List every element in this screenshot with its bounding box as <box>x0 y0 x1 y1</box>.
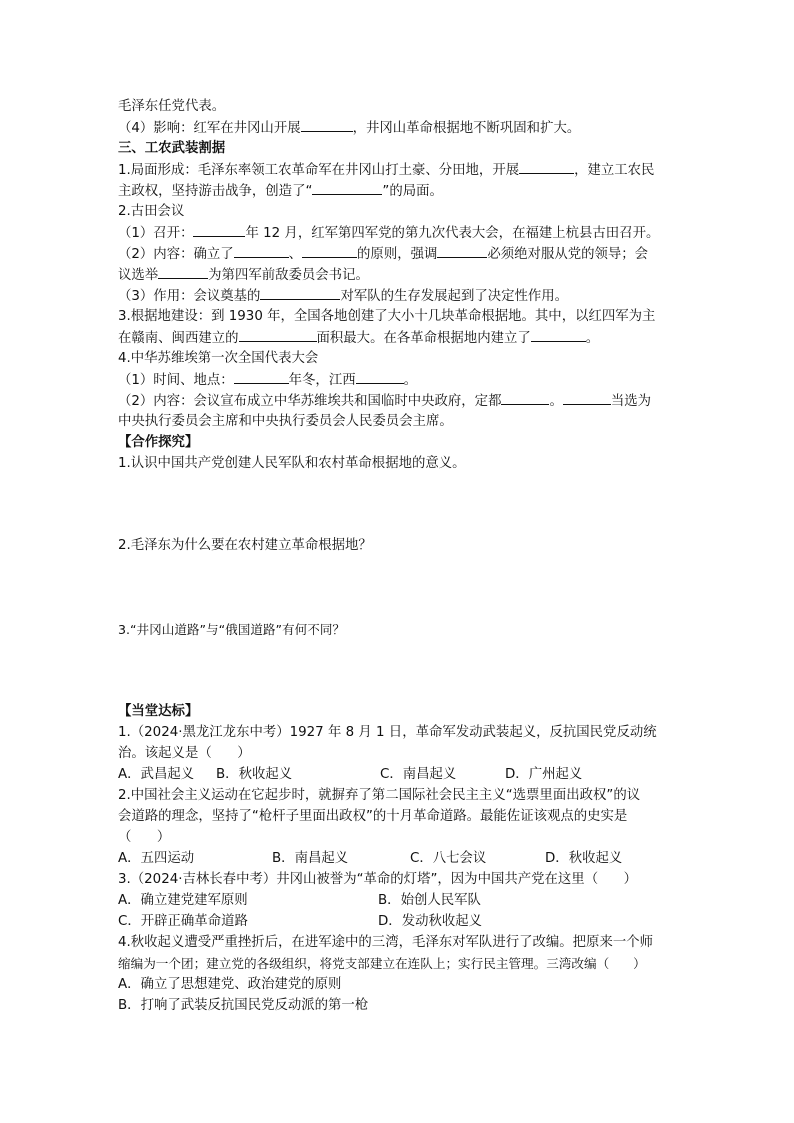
text: 。 <box>549 394 563 409</box>
answer-blank[interactable] <box>193 223 245 237</box>
explore-question-1: 1.认识中国共产党创建人民军队和农村革命根据地的意义。 <box>118 456 466 471</box>
q2-option-a[interactable]: A．五四运动 <box>118 851 195 866</box>
para-1-line-1 <box>118 160 654 181</box>
q2-option-d[interactable]: D．秋收起义 <box>545 851 623 866</box>
text: 在赣南、闽西建立的 <box>118 331 239 346</box>
test-q4-line-2: 缩编为一个团；建立党的各级组织，将党支部建立在连队上；实行民主管理。三湾改编（ ） <box>118 956 646 971</box>
answer-blank[interactable] <box>234 244 289 258</box>
text: 主政权，坚持游击战争，创造了“ <box>118 184 313 199</box>
text: 对军队的生存发展起到了决定性作用。 <box>340 289 569 304</box>
text: （4）影响：红军在井冈山开展 <box>118 121 301 136</box>
answer-blank[interactable] <box>302 244 357 258</box>
test-q2-line-2: 会道路的理念，坚持了“枪杆子里面出政权”的十月革命道路。最能佐证该观点的史实是 <box>118 809 628 824</box>
test-q3-line-1: 3.（2024·吉林长春中考）井冈山被誉为“革命的灯塔”，因为中国共产党在这里（ ） <box>118 872 638 887</box>
para-2-line-1 <box>118 223 659 244</box>
text: 毛泽东任党代表。 <box>118 99 226 114</box>
q1-option-c[interactable]: C．南昌起义 <box>380 767 457 782</box>
para-4-line-1 <box>118 370 417 391</box>
test-q2-line-1: 2.中国社会主义运动在它起步时，就摒弃了第二国际社会民主主义“选票里面出政权”的议 <box>118 788 641 803</box>
text: 面积最大。在各革命根据地内建立了 <box>316 331 531 346</box>
text: 的原则，强调 <box>357 247 438 262</box>
q3-option-a[interactable]: A．确立建党建军原则 <box>118 893 248 908</box>
intro-line-2 <box>118 118 580 139</box>
text: （1）召开： <box>118 226 194 241</box>
explore-question-2: 2.毛泽东为什么要在农村建立革命根据地？ <box>118 538 372 553</box>
section-title: 三、工农武装割据 <box>118 141 226 156</box>
text: 年 12 月，红军第四军党的第九次代表大会，在福建上杭县古田召开。 <box>245 226 660 241</box>
answer-blank[interactable] <box>158 265 208 279</box>
q1-option-b[interactable]: B．秋收起义 <box>216 767 293 782</box>
answer-blank[interactable] <box>531 328 586 342</box>
q4-option-a[interactable]: A．确立了思想建党、政治建党的原则 <box>118 977 342 992</box>
text: （1）时间、地点： <box>118 373 234 388</box>
intro-line-1 <box>118 97 225 117</box>
text: 必须绝对服从党的领导；会 <box>487 247 649 262</box>
answer-blank[interactable] <box>312 181 382 195</box>
answer-blank[interactable] <box>356 370 404 384</box>
test-q4-line-1: 4.秋收起义遭受严重挫折后，在进军途中的三湾，毛泽东对军队进行了改编。把原来一个师 <box>118 935 654 950</box>
q2-option-b[interactable]: B．南昌起义 <box>272 851 349 866</box>
test-q1-line-1: 1.（2024·黑龙江龙东中考）1927 年 8 月 1 日，革命军发动武装起义，反抗国民党反动统 <box>118 725 657 740</box>
q1-option-a[interactable]: A．武昌起义 <box>118 767 195 782</box>
text: ，建立工农民 <box>574 163 655 178</box>
answer-blank[interactable] <box>239 328 317 342</box>
answer-blank[interactable] <box>301 118 353 132</box>
text: 。 <box>585 331 600 346</box>
text: 1.局面形成：毛泽东率领工农革命军在井冈山打土豪、分田地，开展 <box>118 163 520 178</box>
para-4-heading: 4.中华苏维埃第一次全国代表大会 <box>118 351 319 366</box>
answer-blank[interactable] <box>563 391 611 405</box>
text: ”的局面。 <box>382 184 443 199</box>
para-4-line-3: 中央执行委员会主席和中央执行委员会人民委员会主席。 <box>118 414 453 429</box>
text: 为第四军前敌委员会书记。 <box>208 268 369 283</box>
para-2-line-3 <box>118 265 369 286</box>
q4-option-b[interactable]: B．打响了武装反抗国民党反动派的第一枪 <box>118 998 369 1013</box>
test-q2-line-3: （ ） <box>118 830 171 845</box>
test-q1-line-2: 治。该起义是（ ） <box>118 746 251 761</box>
explore-question-3: 3.“井冈山道路”与“俄国道路”有何不同？ <box>118 622 346 637</box>
explore-title: 【合作探究】 <box>118 435 199 450</box>
answer-blank[interactable] <box>260 286 340 300</box>
text: 。 <box>403 373 417 388</box>
answer-blank[interactable] <box>519 160 574 174</box>
para-2-line-2 <box>118 244 648 265</box>
q3-option-c[interactable]: C．开辟正确革命道路 <box>118 914 248 929</box>
text: （2）内容：确立了 <box>118 247 234 262</box>
answer-blank[interactable] <box>501 391 549 405</box>
answer-blank[interactable] <box>234 370 289 384</box>
para-3-line-1: 3.根据地建设：到 1930 年，全国各地创建了大小十几块革命根据地。其中，以红四军为主 <box>118 309 656 324</box>
text: 议选举 <box>118 268 159 283</box>
para-1-line-2 <box>118 181 443 202</box>
text: 年冬，江西 <box>288 373 356 388</box>
answer-blank[interactable] <box>437 244 487 258</box>
text: 当选为 <box>610 394 652 409</box>
text: （2）内容：会议宣布成立中华苏维埃共和国临时中央政府，定都 <box>118 394 502 409</box>
para-4-line-2 <box>118 391 651 412</box>
para-2-line-4 <box>118 286 568 307</box>
text: 、 <box>288 247 303 262</box>
q2-option-c[interactable]: C．八七会议 <box>410 851 487 866</box>
q3-option-b[interactable]: B．始创人民军队 <box>378 893 481 908</box>
text: （3）作用：会议奠基的 <box>118 289 261 304</box>
q1-option-d[interactable]: D．广州起义 <box>505 767 583 782</box>
para-3-line-2 <box>118 328 599 349</box>
text: ，井冈山革命根据地不断巩固和扩大。 <box>352 121 581 136</box>
test-title: 【当堂达标】 <box>118 704 199 719</box>
q3-option-d[interactable]: D．发动秋收起义 <box>378 914 483 929</box>
para-2-heading: 2.古田会议 <box>118 204 185 219</box>
